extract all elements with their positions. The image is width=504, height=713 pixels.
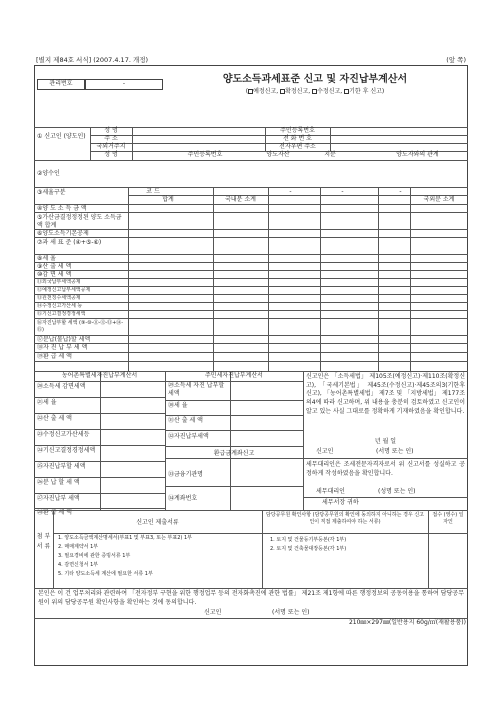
code-dash-3: -	[399, 188, 402, 195]
item-17: ⑰분납(물납)할 세액	[37, 336, 91, 343]
rural-item-28: ㉘환 급 세 액	[37, 509, 72, 516]
filer-rrn-field[interactable]	[330, 127, 468, 135]
transferee-col-share: 지분	[324, 151, 336, 158]
filer-name-label: 성 명	[104, 127, 118, 134]
filer-doc-2: 2. 매매계약서 1부	[58, 544, 99, 550]
agent-statement: 세무대리인은 조세전문자격자로서 위 신고서를 성실하고 공정하게 작성하였음을 확인합니다.	[306, 461, 465, 477]
filer-docs-header: 신고인 제출서류	[136, 519, 179, 526]
transferee-col-name: 성 명	[104, 151, 118, 158]
form-number: [별지 제84호 서식] (2007.4.17. 개정)	[36, 56, 149, 64]
mgmt-value: -	[122, 80, 126, 87]
rural-item-24: ㉔기신고결정경정세액	[37, 447, 96, 454]
rural-item-27: ㉗자진납부 세액	[37, 495, 80, 502]
bank-name-field[interactable]	[230, 458, 303, 486]
rural-item-20: ⑳소득세 감면세액	[37, 383, 86, 390]
item-6: ⑥양도소득기본공제	[37, 230, 89, 237]
rural-item-25: ㉕자진납부할 세액	[37, 463, 86, 470]
item-7: ⑦과 세 표 준 (④+⑤-⑥)	[37, 239, 102, 246]
tax-type-label: ③세율구분	[37, 189, 66, 196]
item-12: ⑫예정신고납부세액공제	[37, 287, 91, 293]
paper-spec: 210㎜×297㎜(일반용지 60g/㎡(재활용품))	[348, 619, 466, 626]
item-8: ⑧세 율	[37, 255, 56, 262]
filer-foreign-label: 국외거주지	[96, 143, 126, 150]
consent-sign[interactable]: (서명 또는 인)	[272, 609, 310, 616]
item-9: ⑨산 출 세 액	[37, 263, 72, 270]
agent-sign[interactable]: (성명 또는 인)	[378, 488, 416, 495]
transferee-section-label: ②양수인	[37, 170, 60, 177]
account-number-label: ㉞계좌번호	[168, 495, 198, 502]
item-18: ⑱자 진 납 부 세 액	[37, 344, 88, 351]
docs-side-label: 첨 부 서 류	[36, 533, 51, 550]
transferee-col-relation: 양도자와의 관계	[396, 151, 439, 158]
domestic-col-label: 국내분 소계	[225, 196, 256, 203]
consent-signer: 신고인	[204, 609, 222, 616]
declaration-text: 신고인은 「소득세법」 제105조(예정신고)·제110조(확정신고), 「국세기본법」 제45조(수정신고)·제45조의3(기한후 신고), 「농어촌특별세법」 제7조 및 「지방세법」 제177조의4에 따라 신고하며, 위 내용을 충분히 검토하였고 신고인이 알고 있는 사실 그대로를 정확하게 기재하였음을 확인합니다.	[306, 373, 465, 415]
account-number-field[interactable]	[230, 486, 303, 510]
item-19: ⑲환 급 세 액	[37, 353, 72, 360]
filer-section-label: ① 신고인 (양도인)	[37, 133, 86, 140]
mgmt-label: 관리번호	[49, 80, 73, 87]
resident-item-32: ㉜자진납부세액	[168, 433, 209, 440]
resident-item-31: ㉛산 출 세 액	[168, 417, 203, 424]
filer-addr-label: 주 소	[104, 135, 118, 142]
item-5: ⑤가산금결정정정된 양도 소득금액 합계	[37, 214, 122, 229]
refund-account-header: 환급금계좌신고	[213, 450, 255, 457]
rural-item-21: ㉑세 율	[37, 399, 57, 406]
official-doc-1: 1. 토지 및 건물등기부등본(각 1부)	[270, 537, 347, 543]
filer-rrn-label: 주민등록번호	[280, 127, 315, 134]
filer-doc-4: 4. 감면신청서 1부	[58, 562, 99, 568]
filer-doc-1: 1. 양도소득금액계산명세서(부표1 및 부표3, 또는 부표2) 1부	[58, 535, 192, 541]
rural-item-22: ㉒산 출 세 액	[37, 415, 72, 422]
code-dash-2: -	[341, 188, 344, 195]
item-13: ⑬원천징수세액공제	[37, 295, 81, 301]
declaration-date: 년 월 일	[374, 438, 397, 445]
resident-item-30: ㉚세 율	[168, 402, 188, 409]
code-dash-1: -	[289, 188, 292, 195]
total-col-label: 합계	[162, 196, 174, 203]
form-title: 양도소득과세표준 신고 및 자진납부계산서	[222, 74, 408, 85]
rural-item-23: ㉓수정신고가산세등	[37, 431, 90, 438]
foreign-col-label: 국외분 소계	[423, 196, 455, 203]
filer-phone-label: 전 화 번 호	[283, 135, 312, 142]
page-side: (앞 쪽)	[446, 56, 466, 64]
rural-header: 농어촌특별세자진납부계산서	[61, 372, 138, 379]
resident-item-29: ㉙소득세 자진 납부할 세액	[168, 382, 225, 397]
transferee-col-asset: 양도자산	[266, 151, 290, 158]
filer-email-label: 전자우편 주소	[279, 143, 316, 150]
item-14: ⑭수정신고가산세 등	[37, 303, 83, 309]
addressee: 세무서장 귀하	[322, 499, 359, 506]
declaration-sign[interactable]: (서명 또는 인)	[376, 448, 414, 455]
official-doc-2: 2. 토지 및 건축물대장등본(각 1부)	[270, 546, 347, 552]
filer-doc-3: 3. 필요경비에 관한 증빙서류 1부	[58, 553, 131, 559]
declaration-signer: 신고인	[316, 448, 334, 455]
agent-label: 세무대리인	[316, 488, 345, 495]
item-15: ⑮기신고결정경정세액	[37, 311, 86, 317]
item-10: ⑩감 면 세 액	[37, 271, 72, 278]
receipt-stamp-header: 접수 (영수) 일자인	[432, 512, 464, 525]
item-16: ⑯자진납부할 세액 (⑨-⑩-⑪-⑫-⑬+⑭-⑮)	[37, 320, 124, 333]
consent-text: 본인은 이 건 업무처리와 관련하여 「전자정부 구현을 위한 행정업무 등의 전자화촉진에 관한 법률」 제21조 제1항에 따른 행정정보의 공동이용을 통하여 담당공무원이 위의 담당공무원 확인사항을 확인하는 것에 동의합니다.	[38, 590, 464, 606]
filer-name-field[interactable]	[132, 127, 265, 135]
item-4: ④양 도 소 득 금 액	[37, 205, 87, 212]
official-docs-header: 담당공무원 확인사항 (담당공무원의 확인에 동의하지 아니하는 경우 신고인이 직접 제출하여야 하는 서류)	[266, 512, 424, 525]
filer-doc-5: 5. 기타 양도소득세 계산에 필요한 서류 1부	[58, 571, 153, 577]
bank-name-label: ㉝금융기관명	[168, 471, 203, 478]
resident-header: 주민세자진납부계산서	[205, 372, 263, 379]
report-type-options: ( 예정신고, 확정신고, 수정신고, 기한 후 신고)	[245, 88, 385, 95]
transferee-col-rrn: 주민등록번호	[187, 151, 223, 158]
item-11: ⑪외국납부세액공제	[37, 279, 81, 285]
code-label: 코 드	[146, 188, 160, 195]
rural-item-26: ㉖분 납 할 세 액	[37, 479, 80, 486]
